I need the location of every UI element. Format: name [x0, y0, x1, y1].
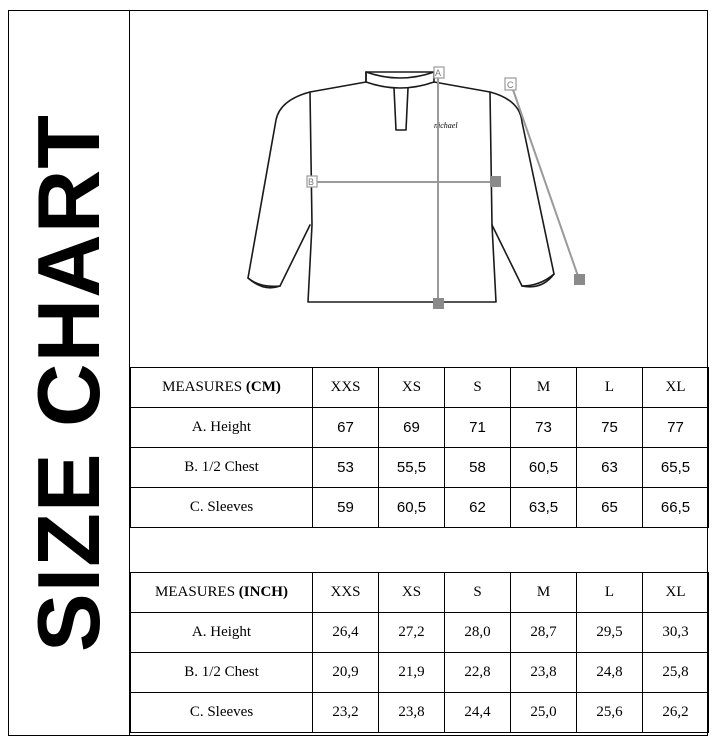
size-header: XL [643, 573, 709, 613]
table-header-row [131, 573, 709, 613]
table-cell: 69 [379, 408, 445, 448]
table-cell: 23,2 [313, 693, 379, 733]
measures-header [131, 573, 313, 613]
table-cell: 28,7 [511, 613, 577, 653]
table-row [131, 408, 709, 448]
table-cell: 65 [577, 488, 643, 528]
size-header: XS [379, 368, 445, 408]
size-header: S [445, 368, 511, 408]
table-cell: 25,0 [511, 693, 577, 733]
table-row [131, 613, 709, 653]
table-cell: 30,3 [643, 613, 709, 653]
table-cell: 71 [445, 408, 511, 448]
table-row [131, 693, 709, 733]
table-cell: 24,8 [577, 653, 643, 693]
table-cell: 58 [445, 448, 511, 488]
label-a: A [435, 68, 442, 78]
size-chart-title: SIZE CHART [19, 114, 118, 652]
row-label: A. Height [131, 613, 313, 653]
table-cell: 21,9 [379, 653, 445, 693]
row-label: B. 1/2 Chest [131, 653, 313, 693]
table-cell: 77 [643, 408, 709, 448]
table-spacer [130, 531, 708, 572]
table-row [131, 488, 709, 528]
size-header: XS [379, 573, 445, 613]
table-cell: 66,5 [643, 488, 709, 528]
measures-label: MEASURES [162, 379, 243, 395]
marker-c-bottom [574, 274, 585, 285]
table-cell: 59 [313, 488, 379, 528]
side-title-panel [8, 10, 130, 736]
logo-text: nichael [434, 121, 458, 130]
table-cell: 23,8 [511, 653, 577, 693]
table-cell: 24,4 [445, 693, 511, 733]
table-cell: 27,2 [379, 613, 445, 653]
row-label: C. Sleeves [131, 488, 313, 528]
table-cell: 20,9 [313, 653, 379, 693]
table-cell: 26,2 [643, 693, 709, 733]
row-label: A. Height [131, 408, 313, 448]
size-header: L [577, 573, 643, 613]
marker-b-right [490, 176, 501, 187]
size-header: XL [643, 368, 709, 408]
garment-illustration [130, 10, 708, 366]
unit-label: (INCH) [238, 584, 288, 600]
size-header: L [577, 368, 643, 408]
sweatshirt-diagram [130, 10, 708, 366]
table-cell: 60,5 [511, 448, 577, 488]
table-cell: 63,5 [511, 488, 577, 528]
table-cell: 62 [445, 488, 511, 528]
table-cell: 75 [577, 408, 643, 448]
row-label: C. Sleeves [131, 693, 313, 733]
measures-label: MEASURES [155, 584, 236, 600]
table-cell: 23,8 [379, 693, 445, 733]
size-header: M [511, 368, 577, 408]
size-header: XXS [313, 368, 379, 408]
measure-a [433, 67, 444, 309]
inch-size-table [130, 572, 709, 733]
table-cell: 67 [313, 408, 379, 448]
size-header: M [511, 573, 577, 613]
table-header-row [131, 368, 709, 408]
table-cell: 25,8 [643, 653, 709, 693]
table-cell: 65,5 [643, 448, 709, 488]
measures-header [131, 368, 313, 408]
row-label: B. 1/2 Chest [131, 448, 313, 488]
table-cell: 29,5 [577, 613, 643, 653]
table-cell: 53 [313, 448, 379, 488]
table-cell: 25,6 [577, 693, 643, 733]
marker-a-bottom [433, 298, 444, 309]
table-cell: 55,5 [379, 448, 445, 488]
label-b: B [308, 177, 315, 187]
table-row [131, 653, 709, 693]
unit-label: (CM) [245, 379, 281, 395]
table-cell: 22,8 [445, 653, 511, 693]
measure-b [307, 176, 501, 187]
table-cell: 28,0 [445, 613, 511, 653]
label-c: C [507, 80, 514, 90]
size-header: S [445, 573, 511, 613]
table-cell: 63 [577, 448, 643, 488]
cm-size-table [130, 367, 709, 528]
size-header: XXS [313, 573, 379, 613]
table-cell: 60,5 [379, 488, 445, 528]
table-row [131, 448, 709, 488]
table-cell: 26,4 [313, 613, 379, 653]
table-cell: 73 [511, 408, 577, 448]
